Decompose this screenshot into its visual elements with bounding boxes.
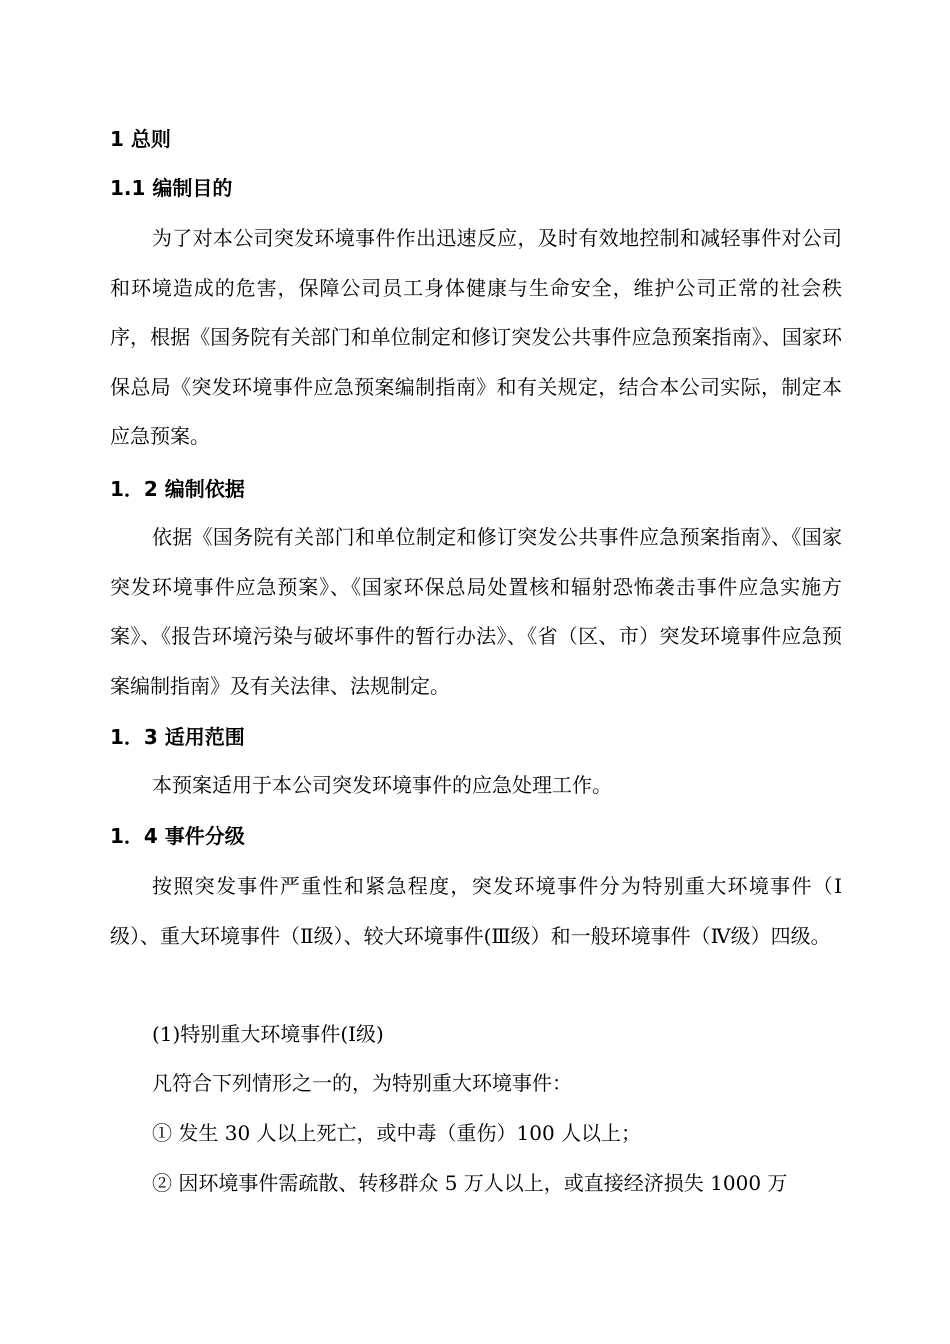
section-1-title: 1 总则 bbox=[110, 127, 171, 151]
section-1-4-body: 按照突发事件严重性和紧急程度，突发环境事件分为特别重大环境事件（Ⅰ级）、重大环境事件（Ⅱ级）、较大环境事件(Ⅲ级）和一般环境事件（Ⅳ级）四级。 bbox=[110, 874, 842, 948]
section-1-3-title: 1．3 适用范围 bbox=[110, 725, 245, 749]
section-1-1-title: 1.1 编制目的 bbox=[110, 176, 233, 200]
section-1-4-subheading: (1)特别重大环境事件(Ⅰ级) bbox=[152, 1022, 384, 1046]
section-1-1-body: 为了对本公司突发环境事件作出迅速反应，及时有效地控制和减轻事件对公司和环境造成的危害，保障公司员工身体健康与生命安全，维护公司正常的社会秩序，根据《国务院有关部门和单位制定和修订突发公共事件应急预案指南》、国家环保总局《突发环境事件应急预案编制指南》和有关规定，结合本公司实际，制定本应急预案。 bbox=[110, 226, 842, 448]
section-1-3-body: 本预案适用于本公司突发环境事件的应急处理工作。 bbox=[152, 773, 612, 797]
section-1-2-body: 依据《国务院有关部门和单位制定和修订突发公共事件应急预案指南》、《国家突发环境事件应急预案》、《国家环保总局处置核和辐射恐怖袭击事件应急实施方案》、《报告环境污染与破坏事件的暂行办法》、《省（区、市）突发环境事件应急预案编制指南》及有关法律、法规制定。 bbox=[110, 525, 842, 698]
list-item-2: ② 因环境事件需疏散、转移群众 5 万人以上，或直接经济损失 1000 万 bbox=[152, 1171, 788, 1195]
section-1-2-title: 1．2 编制依据 bbox=[110, 477, 245, 501]
section-1-4-intro: 凡符合下列情形之一的，为特别重大环境事件： bbox=[152, 1071, 572, 1095]
section-1-4-title: 1．4 事件分级 bbox=[110, 824, 245, 848]
list-item-1: ① 发生 30 人以上死亡，或中毒（重伤）100 人以上； bbox=[152, 1121, 642, 1145]
